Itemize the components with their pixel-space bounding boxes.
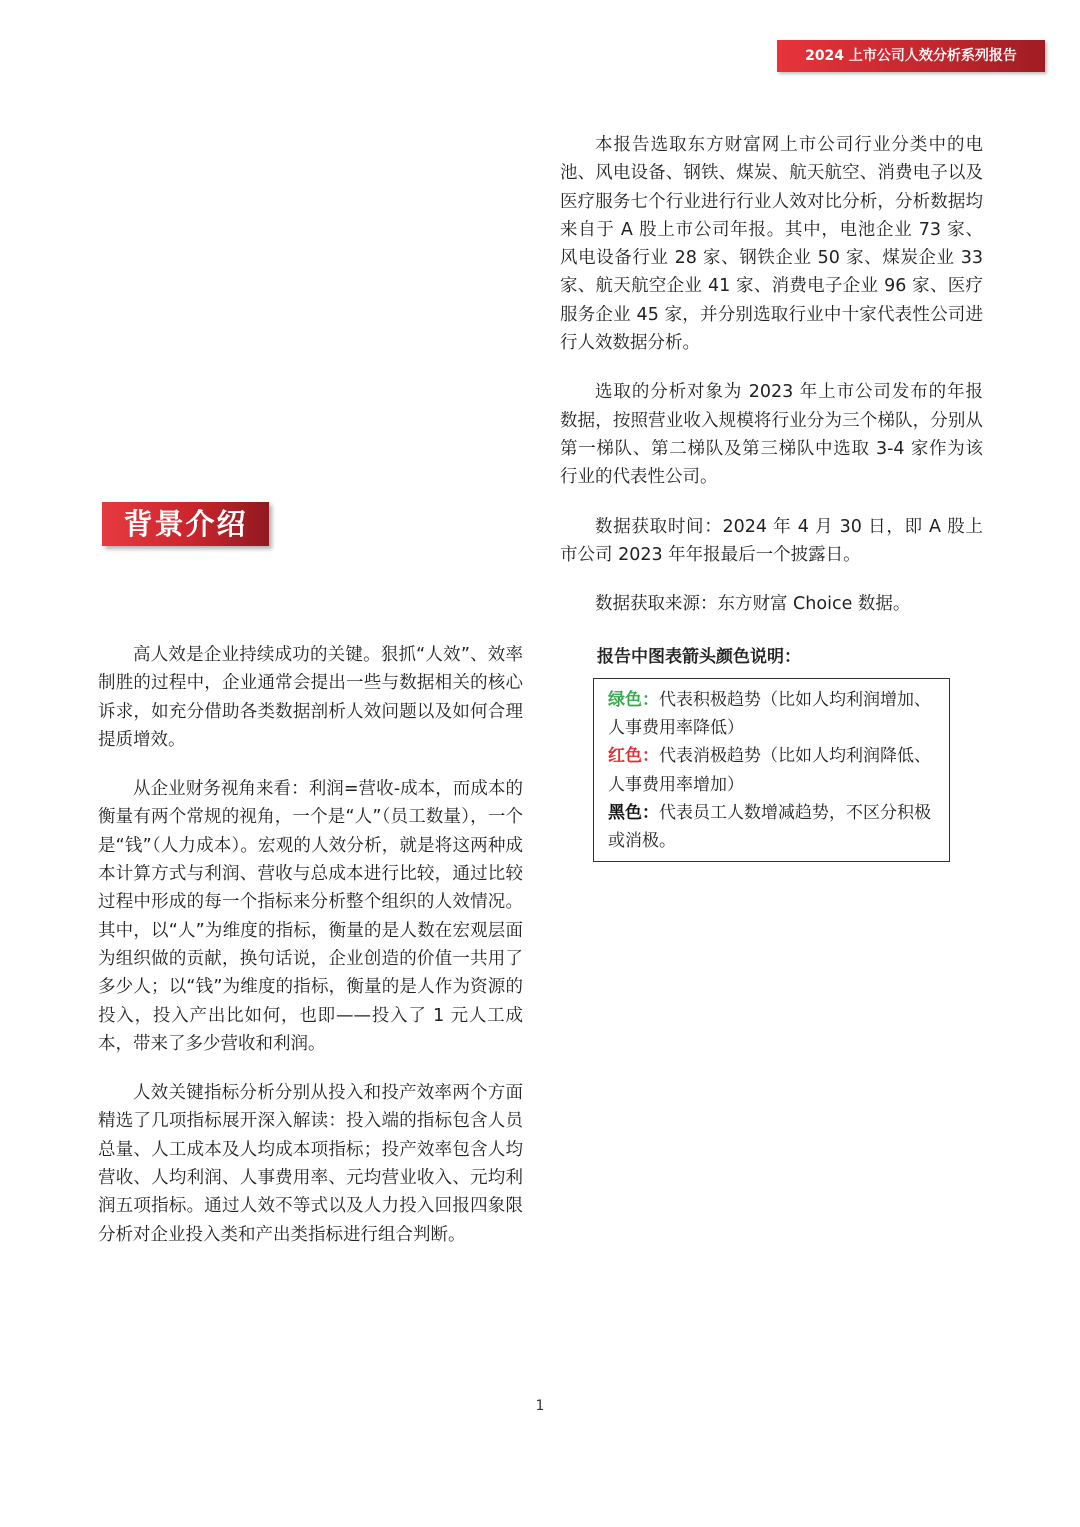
legend-item-black — [608, 799, 942, 855]
right-text-column — [560, 131, 983, 639]
legend-text-black: 代表员工人数增减趋势，不区分积极或消极。 — [608, 802, 931, 852]
legend-text-green: 代表积极趋势（比如人均利润增加、人事费用率降低） — [608, 690, 931, 739]
legend-key-green: 绿色： — [608, 690, 659, 710]
paragraph-efficiency-intro: 高人效是企业持续成功的关键。狠抓“人效”、效率制胜的过程中，企业通常会提出一些与数据相关的核心诉求，如充分借助各类数据剖析人效问题以及如何合理提质增效。 — [98, 645, 523, 750]
paragraph-data-source: 数据获取来源：东方财富 Choice 数据。 — [595, 594, 911, 615]
paragraph-sample-scope: 本报告选取东方财富网上市公司行业分类中的电池、风电设备、钢铁、煤炭、航天航空、消费电子以及医疗服务七个行业进行行业人效对比分析，分析数据均来自于 A 股上市公司年报。其中，电池企业 73 家、风电设备行业 28 家、钢铁企业 50 家、煤炭企业 33 家、航天航空企业 41 家、消费电子企业 96 家、医疗服务企业 45 家，并分别选取行业中十家代表性公司进行人效数据分析。 — [560, 135, 983, 354]
legend-key-red: 红色： — [608, 746, 659, 767]
legend-text-red: 代表消极趋势（比如人均利润降低、人事费用率增加） — [608, 746, 931, 795]
legend-item-green — [608, 686, 942, 742]
arrow-color-legend — [593, 678, 950, 862]
legend-heading: 报告中图表箭头颜色说明： — [597, 647, 801, 667]
left-text-column — [98, 641, 523, 1270]
page-number: 1 — [535, 1398, 545, 1414]
legend-key-black: 黑色： — [608, 802, 659, 823]
paragraph-selection-method: 选取的分析对象为 2023 年上市公司发布的年报数据，按照营业收入规模将行业分为三个梯队，分别从第一梯队、第二梯队及第三梯队中选取 3-4 家作为该行业的代表性公司。 — [560, 382, 983, 488]
paragraph-financial-view: 从企业财务视角来看：利润=营收-成本，而成本的衡量有两个常规的视角，一个是“人”（员工数量），一个是“钱”（人力成本）。宏观的人效分析，就是将这两种成本计算方式与利润、营收与总成本进行比较，通过比较过程中形成的每一个指标来分析整个组织的人效情况。其中，以“人”为维度的指标，衡量的是人数在宏观层面为组织做的贡献，换句话说，企业创造的价值一共用了多少人；以“钱”为维度的指标，衡量的是人作为资源的投入，投入产出比如何，也即——投入了 1 元人工成本，带来了多少营收和利润。 — [98, 779, 523, 1054]
legend-item-red — [608, 742, 942, 798]
report-series-banner: 2024 上市公司人效分析系列报告 — [777, 40, 1045, 72]
paragraph-data-date: 数据获取时间：2024 年 4 月 30 日，即 A 股上市公司 2023 年年报最后一个披露日。 — [560, 516, 983, 565]
paragraph-key-indicators: 人效关键指标分析分别从投入和投产效率两个方面精选了几项指标展开深入解读：投入端的指标包含人员总量、人工成本及人均成本项指标；投产效率包含人均营收、人均利润、人事费用率、元均营业收入、元均利润五项指标。通过人效不等式以及人力投入回报四象限分析对企业投入类和产出类指标进行组合判断。 — [98, 1083, 523, 1245]
section-title-background: 背景介绍 — [102, 502, 269, 546]
